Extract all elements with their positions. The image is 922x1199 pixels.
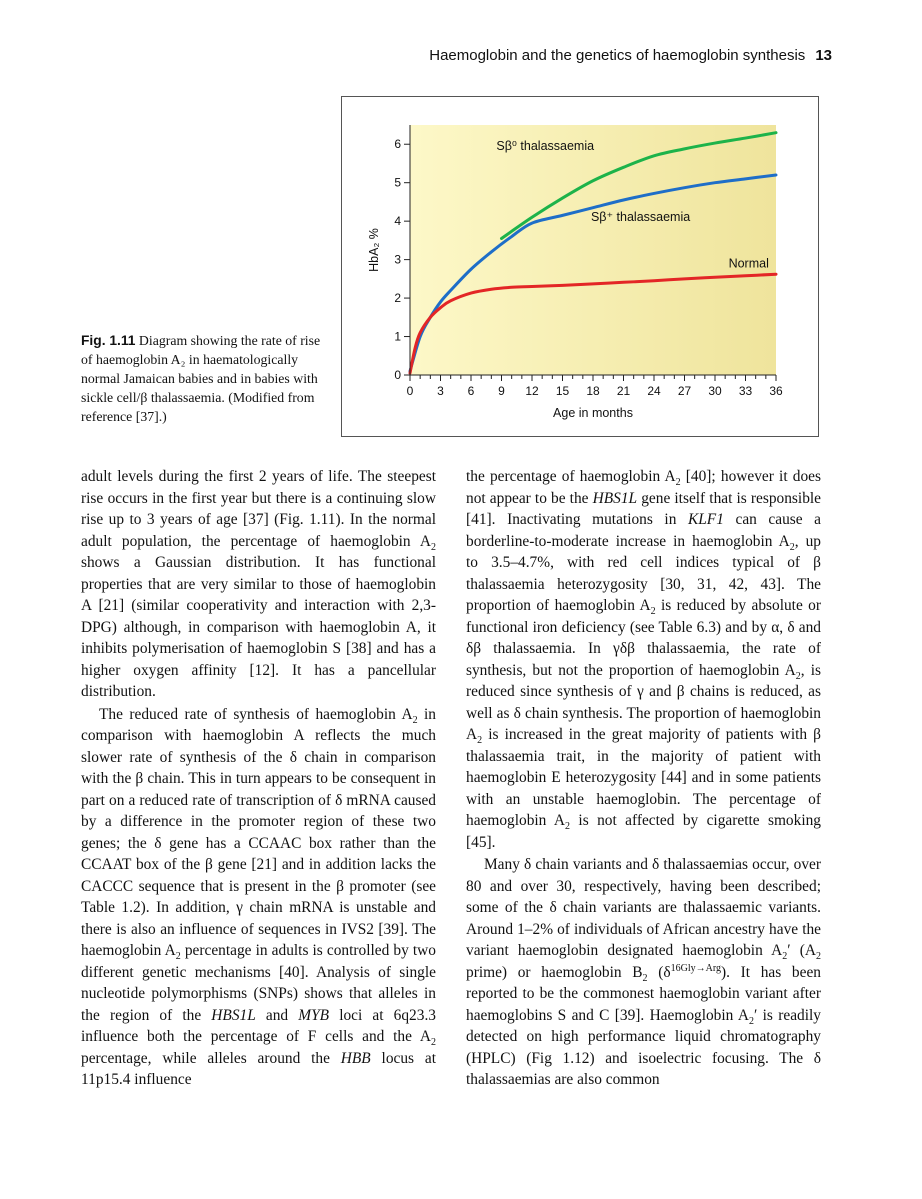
body-column-right: [466, 466, 821, 1091]
x-tick-label: 0: [406, 384, 414, 398]
y-tick-label: 1: [394, 329, 401, 344]
y-tick-label: 3: [394, 252, 401, 267]
x-tick-label: 33: [738, 384, 753, 398]
x-axis-title: Age in months: [553, 406, 633, 420]
series-label-sb0-thalassaemia: Sβ⁰ thalassaemia: [496, 139, 595, 153]
figure-caption-text: Diagram showing the rate of rise of haemoglobin A₂ in haematologically normal Jamaican babies and in babies with sickle cell/β thalassaemia. (Modified from reference [37].): [81, 333, 321, 424]
y-tick-label: 2: [394, 291, 401, 306]
right-paragraph-2: Many δ chain variants and δ thalassaemias occur, over 80 and over 30, respectively, having been described; some of the δ chain variants are thalassaemic variants. Around 1–2% of individuals of African ancestry have the variant haemoglobin designated haemoglobin $A_2'$ ($A_2$ prime) or haemoglobin $B_2$ $(\delta^{16Gly\to Arg})$. It has been reported to be the commonest haemoglobin variant after haemoglobins S and C [39]. Haemoglobin $A_2'$ is readily detected on high performance liquid chromatography (HPLC) (Fig 1.12) and isoelectric focusing. The δ thalassaemias are also common: [466, 856, 821, 1088]
x-tick-label: 27: [677, 384, 692, 398]
x-tick-label: 30: [708, 384, 722, 398]
y-tick-label: 0: [394, 368, 401, 382]
y-tick-label: 6: [394, 137, 401, 152]
x-tick-label: 9: [498, 384, 505, 398]
x-tick-label: 18: [586, 384, 600, 398]
x-tick-label: 12: [525, 384, 539, 398]
y-axis-title: HbA₂ %: [367, 228, 381, 272]
x-tick-label: 3: [437, 384, 444, 398]
y-tick-label: 5: [394, 175, 401, 190]
x-tick-label: 36: [769, 384, 783, 398]
body-column-left: [81, 466, 436, 1091]
left-paragraph-1: adult levels during the first 2 years of life. The steepest rise occurs in the first year but there is a continuing slow rise up to 3 years of age [37] (Fig. 1.11). In the normal adult population, the percentage of haemoglobin $A_2$ shows a Gaussian distribution. It has functional properties that are very similar to those of haemoglobin A [21] (similar cooperativity and interaction with 2,3-DPG) although, in comparison with haemoglobin A, it inhibits polymerisation of haemoglobin S [38] and has a higher oxygen affinity [12]. It has a pancellular distribution.: [81, 468, 436, 700]
figure-label: Fig. 1.11: [81, 333, 136, 348]
left-paragraph-2: The reduced rate of synthesis of haemoglobin $A_2$ in comparison with haemoglobin A reflects the much slower rate of synthesis of the δ chain in comparison with the β chain. This in turn appears to be consequent in part on a reduced rate of transcription of δ mRNA caused by a difference in the promoter region of these two genes; the δ gene has a CCAAC box rather than the CCAAT box of the β gene [21] and in addition lacks the CACCC sequence that is present in the β promoter (see Table 1.2). In addition, γ chain mRNA is unstable and there is also an influence of sequences in IVS2 [39]. The haemoglobin $A_2$ percentage in adults is controlled by two different genetic mechanisms [40]. Analysis of single nucleotide polymorphisms (SNPs) shows that alleles in the region of the HBS1L and MYB loci at 6q23.3 influence both the percentage of F cells and the $A_2$ percentage, while alleles around the HBB locus at 11p15.4 influence: [81, 705, 436, 1088]
figure-caption: [81, 331, 331, 426]
x-tick-label: 21: [616, 384, 631, 398]
plot-background: [410, 125, 776, 375]
series-label-sbplus-thalassaemia: Sβ⁺ thalassaemia: [590, 210, 691, 225]
running-title: Haemoglobin and the genetics of haemoglobin synthesis: [429, 47, 806, 64]
page-number: 13: [815, 47, 832, 64]
figure-frame: [341, 96, 819, 437]
right-paragraph-1: the percentage of haemoglobin $A_2$ [40]; however it does not appear to be the HBS1L gene itself that is responsible [41]. Inactivating mutations in KLF1 can cause a borderline-to-moderate increase in haemoglobin $A_2$, up to 3.5–4.7%, with red cell indices typical of β thalassaemia heterozygosity [30, 31, 42, 43]. The proportion of haemoglobin $A_2$ is reduced by absolute or functional iron deficiency (see Table 6.3) and by α, δ and δβ thalassaemia. In γδβ thalassaemia, the rate of synthesis, but not the proportion of haemoglobin $A_2$, is reduced since synthesis of γ and β chains is reduced, as well as δ chain synthesis. The proportion of haemoglobin $A_2$ is increased in the great majority of patients with β thalassaemia trait, in the majority of patient with haemoglobin E heterozygosity [44] and in some patients with an unstable haemoglobin. The percentage of haemoglobin $A_2$ is not affected by cigarette smoking [45].: [466, 468, 822, 851]
running-head: [429, 47, 832, 64]
x-tick-label: 24: [647, 384, 661, 398]
chart: [342, 97, 818, 436]
x-tick-label: 15: [555, 384, 570, 398]
y-tick-label: 4: [394, 214, 401, 229]
series-label-normal: Normal: [728, 256, 769, 271]
x-tick-label: 6: [467, 384, 475, 398]
